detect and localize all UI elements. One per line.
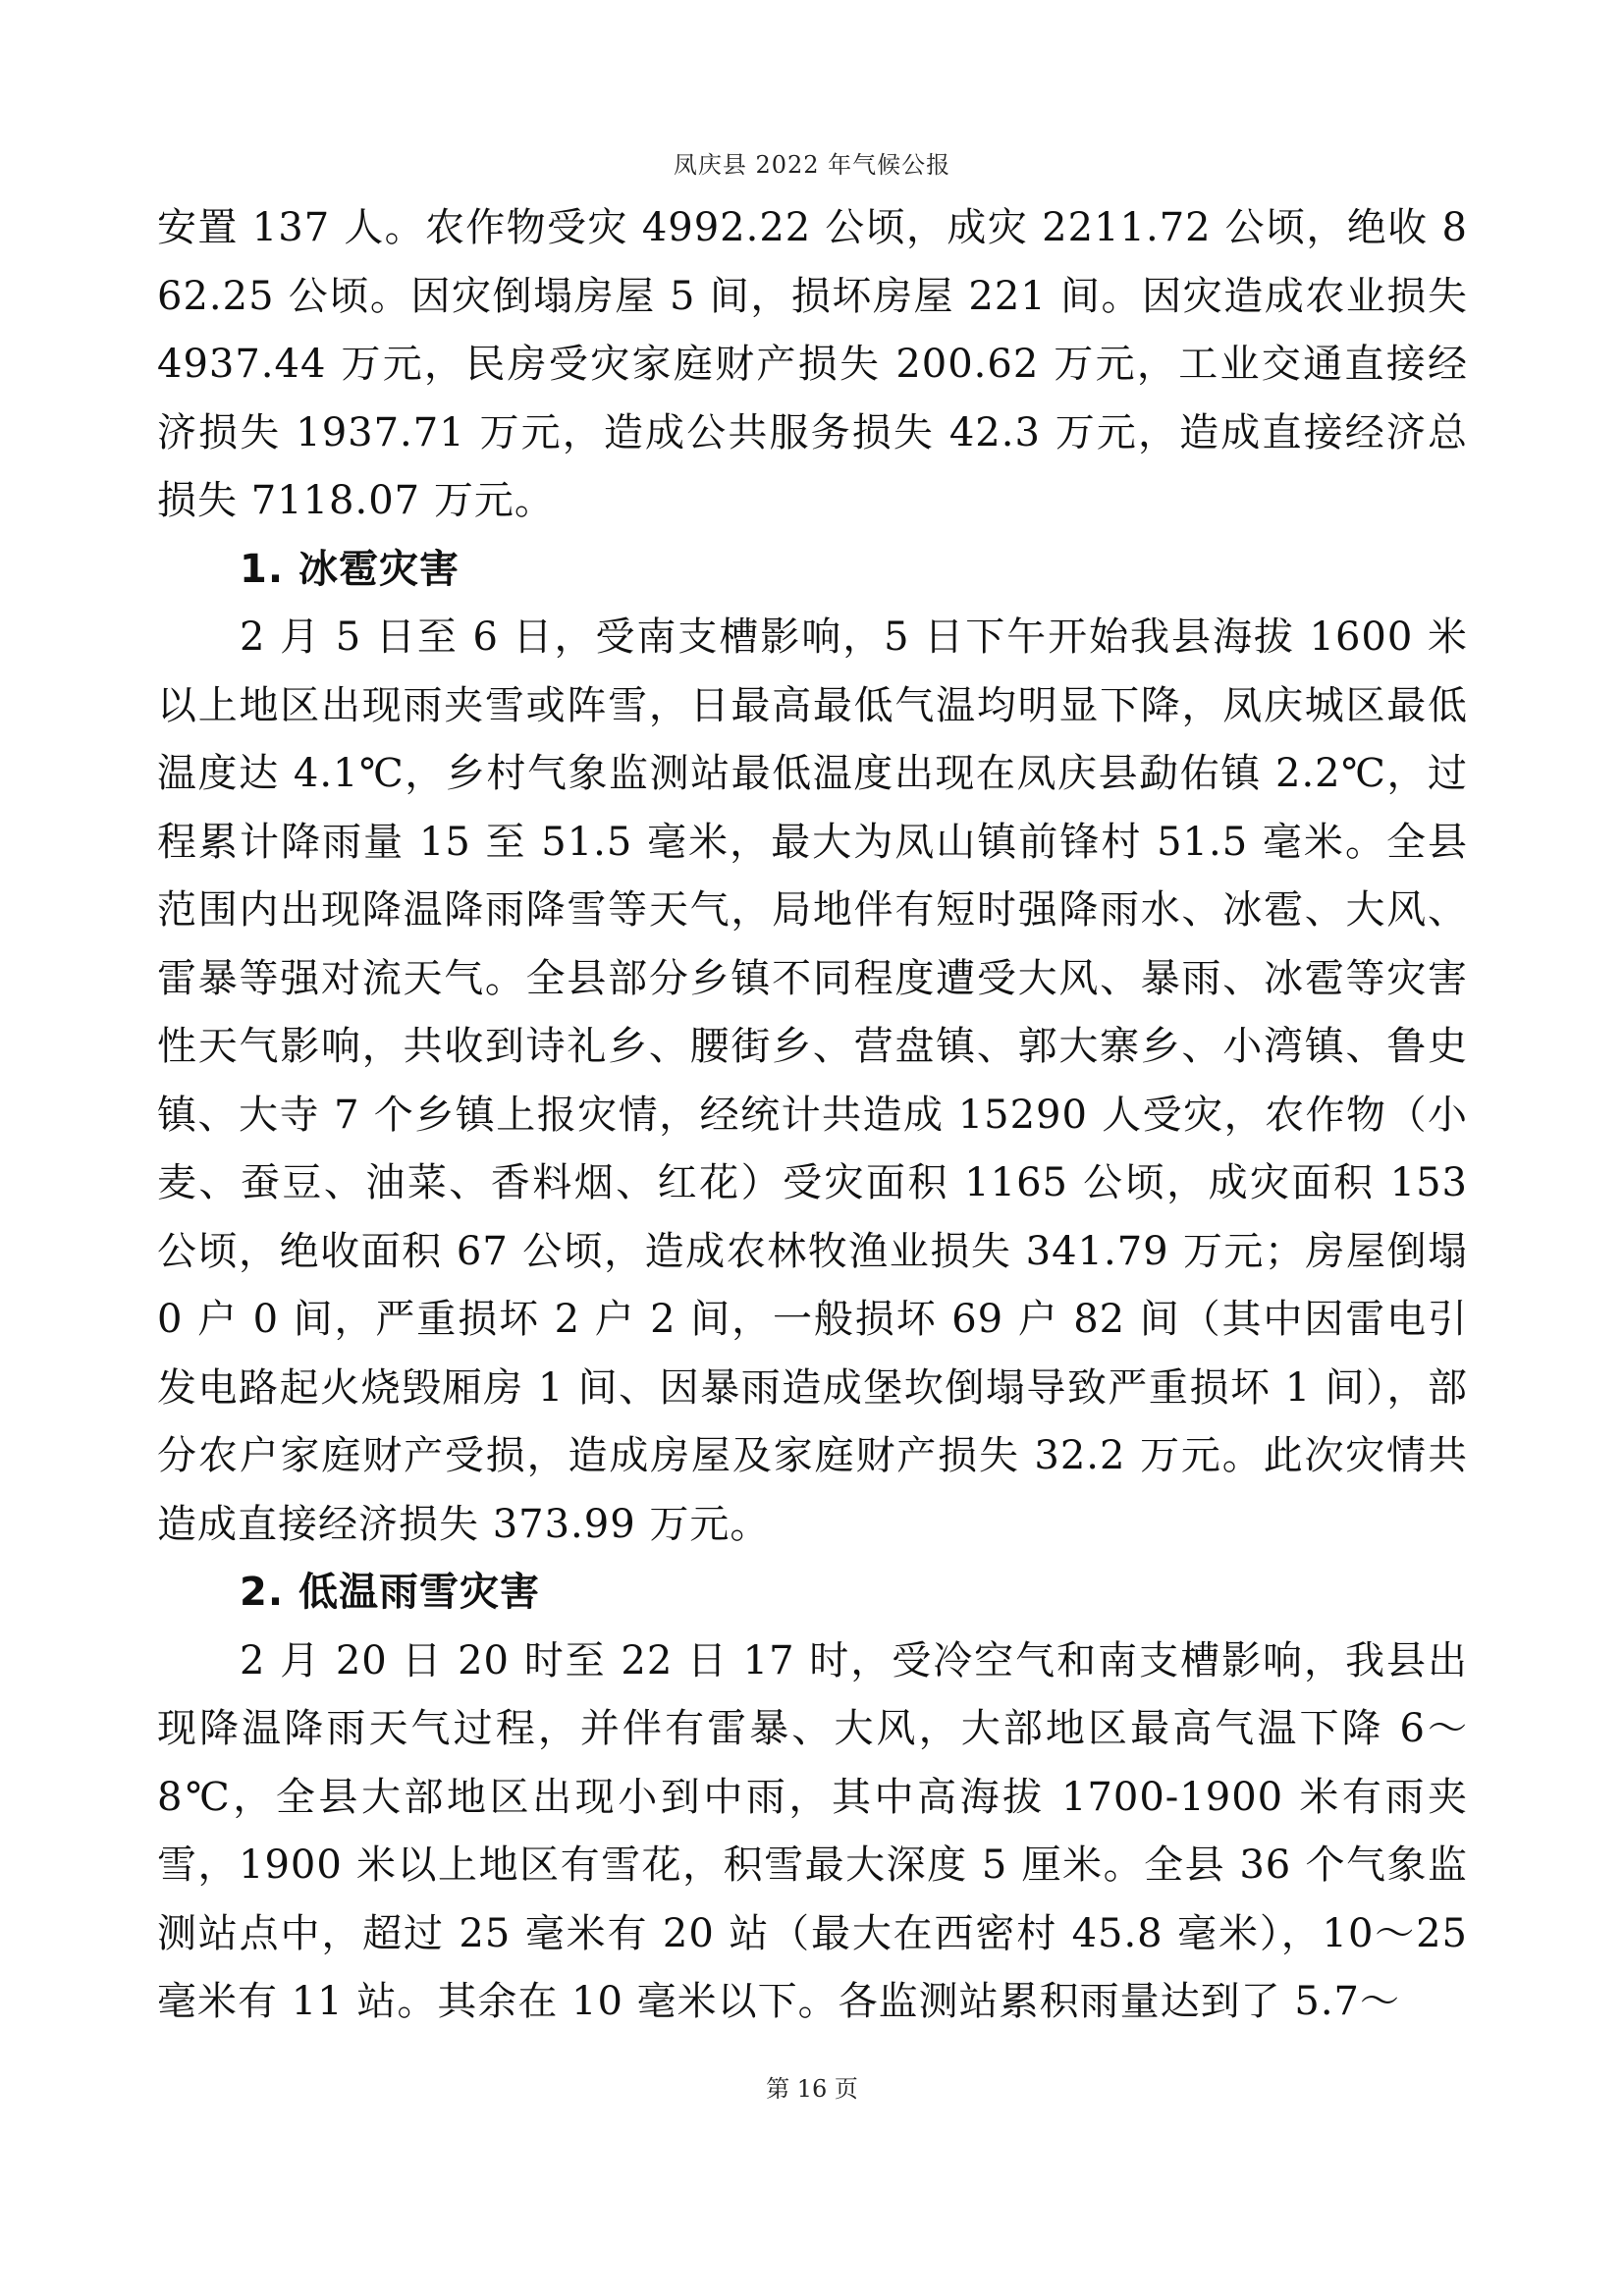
page-number: 第 16 页	[766, 2075, 858, 2103]
document-body	[157, 194, 1468, 2037]
page-header-title: 凤庆县 2022 年气候公报	[673, 151, 951, 179]
section-heading-hail: 1. 冰雹灾害	[240, 546, 460, 592]
section-paragraph-hail: 2 月 5 日至 6 日，受南支槽影响，5 日下午开始我县海拔 1600 米以上地区出现雨夹雪或阵雪，日最高最低气温均明显下降，凤庆城区最低温度达 4.1℃，乡村气象监测站最低温度出现在凤庆县勐佑镇 2.2℃，过程累计降雨量 15 至 51.5 毫米，最大为凤山镇前锋村 51.5 毫米。全县范围内出现降温降雨降雪等天气，局地伴有短时强降雨水、冰雹、大风、雷暴等强对流天气。全县部分乡镇不同程度遭受大风、暴雨、冰雹等灾害性天气影响，共收到诗礼乡、腰街乡、营盘镇、郭大寨乡、小湾镇、鲁史镇、大寺 7 个乡镇上报灾情，经统计共造成 15290 人受灾，农作物（小麦、蚕豆、油菜、香料烟、红花）受灾面积 1165 公顷，成灾面积 153 公顷，绝收面积 67 公顷，造成农林牧渔业损失 341.79 万元；房屋倒塌 0 户 0 间，严重损坏 2 户 2 间，一般损坏 69 户 82 间（其中因雷电引发电路起火烧毁厢房 1 间、因暴雨造成堡坎倒塌导致严重损坏 1 间），部分农户家庭财产受损，造成房屋及家庭财产损失 32.2 万元。此次灾情共造成直接经济损失 373.99 万元。	[157, 614, 1468, 1547]
section-paragraph-low-temp-rain-snow: 2 月 20 日 20 时至 22 日 17 时，受冷空气和南支槽影响，我县出现降温降雨天气过程，并伴有雷暴、大风，大部地区最高气温下降 6～8℃，全县大部地区出现小到中雨，其中高海拔 1700-1900 米有雨夹雪，1900 米以上地区有雪花，积雪最大深度 5 厘米。全县 36 个气象监测站点中，超过 25 毫米有 20 站（最大在西密村 45.8 毫米），10～25 毫米有 11 站。其余在 10 毫米以下。各监测站累积雨量达到了 5.7～	[157, 1637, 1468, 2024]
section-heading-low-temp-rain-snow: 2. 低温雨雪灾害	[240, 1570, 540, 1615]
intro-paragraph: 安置 137 人。农作物受灾 4992.22 公顷，成灾 2211.72 公顷，绝收 862.25 公顷。因灾倒塌房屋 5 间，损坏房屋 221 间。因灾造成农业损失 4937.44 万元，民房受灾家庭财产损失 200.62 万元，工业交通直接经济损失 1937.71 万元，造成公共服务损失 42.3 万元，造成直接经济总损失 7118.07 万元。	[157, 205, 1468, 523]
